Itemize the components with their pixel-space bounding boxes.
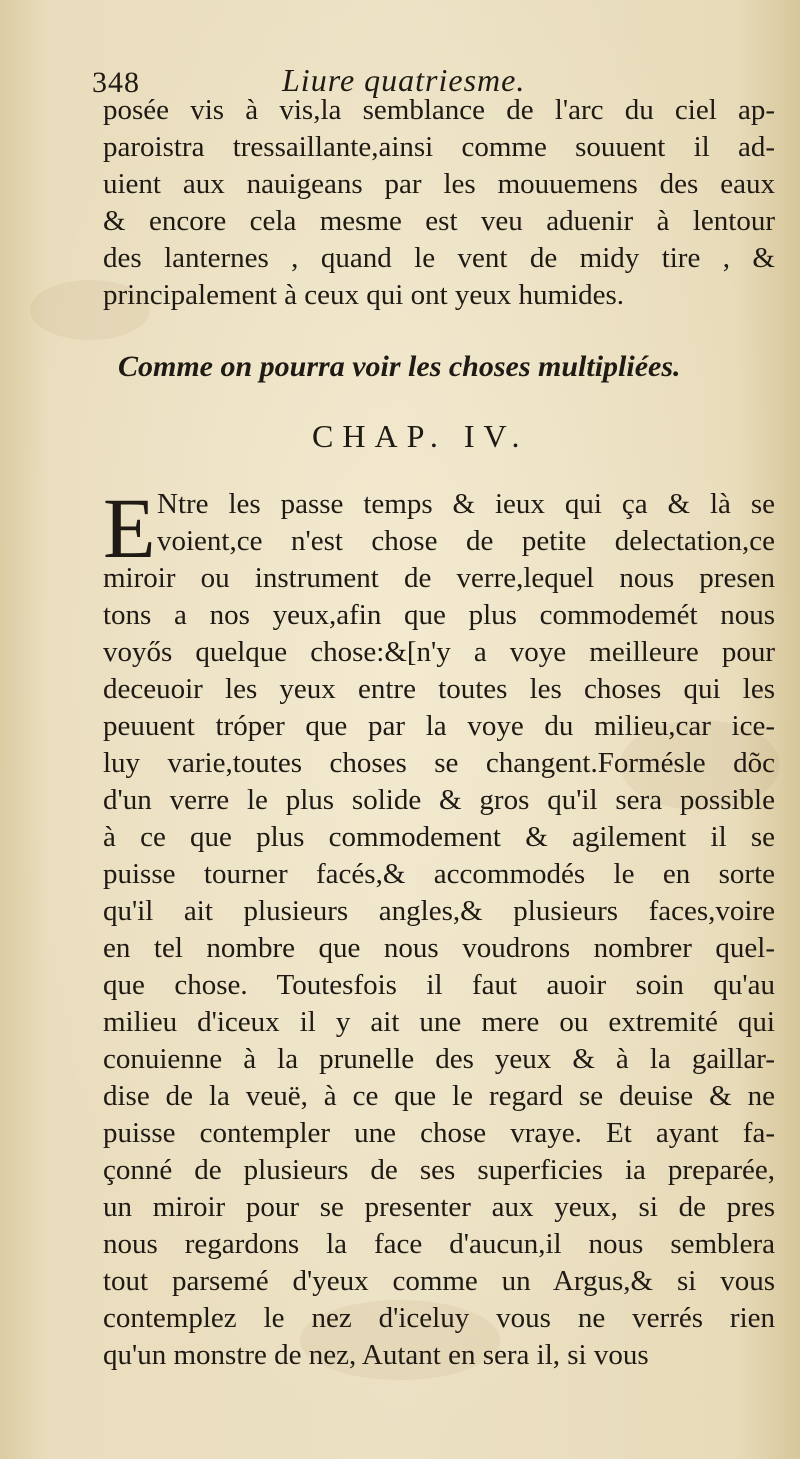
text-line: principalement à ceux qui ont yeux humides.: [103, 279, 625, 311]
text-line: uient aux nauigeans par les mouuemens des eaux: [103, 168, 775, 200]
text-line: à ce que plus commodement & agilement il se: [103, 821, 775, 853]
drop-cap: E: [103, 480, 156, 576]
chapter-paragraph: [103, 480, 775, 1374]
text-line: paroistra tressaillante,ainsi comme souuent il ad-: [103, 131, 775, 163]
text-line: un miroir pour se presenter aux yeux, si de pres: [103, 1191, 775, 1223]
text-line: milieu d'iceux il y ait une mere ou extremité qui: [103, 1006, 775, 1038]
page-number: 348: [92, 66, 140, 99]
text-line: conuienne à la prunelle des yeux & à la gaillar-: [103, 1043, 775, 1075]
text-line: puisse contempler une chose vraye. Et ayant fa-: [103, 1117, 775, 1149]
text-line: puisse tourner facés,& accommodés le en sorte: [103, 858, 775, 890]
text-line: des lanternes , quand le vent de midy tire , &: [103, 242, 775, 274]
text-line: d'un verre le plus solide & gros qu'il sera possible: [103, 784, 775, 816]
paragraph-continuation: [103, 92, 775, 314]
text-line: qu'il ait plusieurs angles,& plusieurs faces,voire: [103, 895, 775, 927]
text-line: que chose. Toutesfois il faut auoir soin qu'au: [103, 969, 775, 1001]
text-line: contemplez le nez d'iceluy vous ne verrés rien: [103, 1302, 775, 1334]
text-line: posée vis à vis,la semblance de l'arc du ciel ap-: [103, 94, 775, 126]
chapter-heading: Comme on pourra voir les choses multipliées.: [118, 350, 681, 383]
text-line: nous regardons la face d'aucun,il nous semblera: [103, 1228, 775, 1260]
chapter-number: CHAP. IV.: [312, 418, 529, 454]
text-line: qu'un monstre de nez, Autant en sera il, si vous: [103, 1339, 649, 1371]
text-line: voyős quelque chose:&[n'y a voye meilleure pour: [103, 636, 775, 668]
text-line: & encore cela mesme est veu aduenir à lentour: [103, 205, 775, 237]
text-line: peuuent tróper que par la voye du milieu,car ice-: [103, 710, 775, 742]
text-line: miroir ou instrument de verre,lequel nous presen: [103, 562, 775, 594]
text-line: luy varie,toutes choses se changent.Formésle dõc: [103, 747, 775, 779]
text-line: deceuoir les yeux entre toutes les choses qui les: [103, 673, 775, 705]
text-line: tout parsemé d'yeux comme un Argus,& si vous: [103, 1265, 775, 1297]
text-line: tons a nos yeux,afin que plus commodemét nous: [103, 599, 775, 631]
text-line: voient,ce n'est chose de petite delectation,ce: [157, 525, 775, 557]
text-line: çonné de plusieurs de ses superficies ia preparée,: [103, 1154, 775, 1186]
text-line: en tel nombre que nous voudrons nombrer quel-: [103, 932, 775, 964]
text-line: dise de la veuë, à ce que le regard se deuise & ne: [103, 1080, 775, 1112]
text-line: Ntre les passe temps & ieux qui ça & là se: [157, 488, 775, 520]
running-title: Liure quatriesme.: [282, 62, 526, 98]
